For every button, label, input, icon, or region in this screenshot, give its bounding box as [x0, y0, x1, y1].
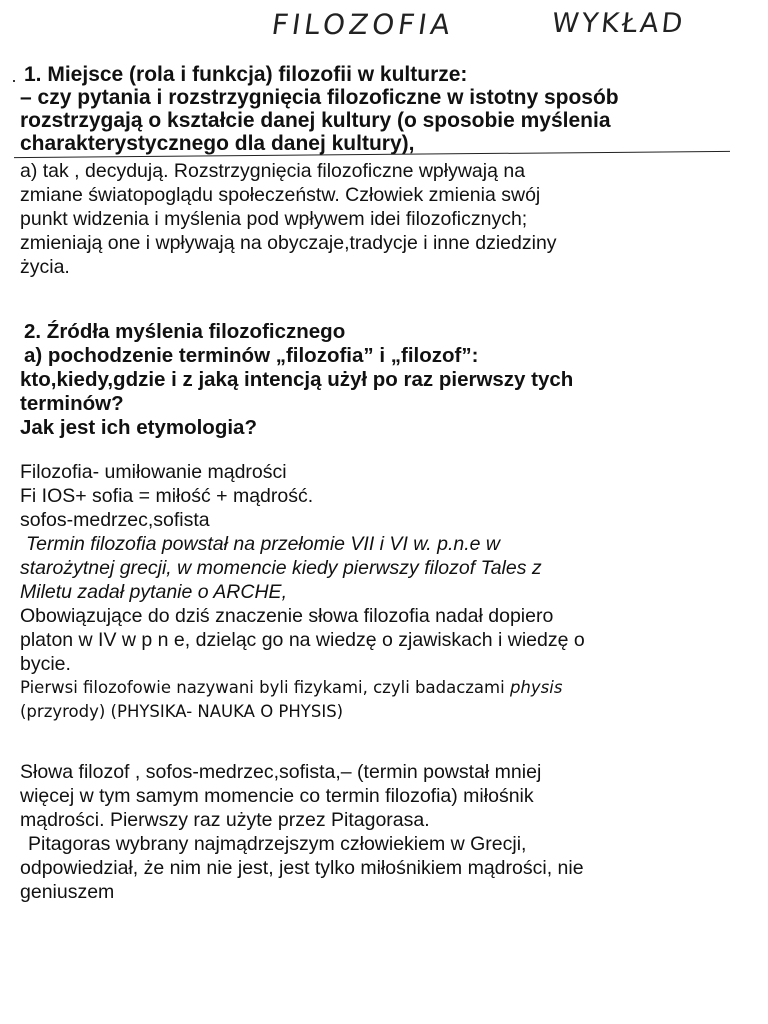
section1-question-line: charakterystycznego dla danej kultury), [20, 132, 415, 155]
section3-line: mądrości. Pierwszy raz użyte przez Pitagorasa. [20, 809, 430, 831]
section2-question-line: terminów? [20, 392, 124, 415]
section1-question [20, 63, 742, 155]
answer-line: życia. [20, 256, 70, 278]
section3-line: Pitagoras wybrany najmądrzejszym człowiekiem w Grecji, [28, 833, 527, 855]
physis-note-line: (przyrody) (PHYSIKA- NAUKA O PHYSIS) [20, 702, 344, 721]
italic-note-line: starożytnej grecji, w momencie kiedy pierwszy filozof Tales z [20, 557, 542, 579]
section1-question-line: – czy pytania i rozstrzygnięcia filozoficzne w istotny sposób [20, 86, 619, 109]
answer-line: punkt widzenia i myślenia pod wpływem idei filozoficznych; [20, 208, 528, 230]
definition-line: Fi IOS+ sofia = miłość + mądrość. [20, 485, 314, 507]
section1-heading: 1. Miejsce (rola i funkcja) filozofii w kulturze: [24, 63, 468, 86]
section1-answer [20, 159, 742, 279]
section3-block [20, 760, 742, 904]
definition-line: sofos-medrzec,sofista [20, 509, 210, 531]
physis-note-line [20, 676, 742, 700]
section3-line: odpowiedział, że nim nie jest, jest tylko miłośnikiem mądrości, nie [20, 857, 584, 879]
definition-line: Filozofia- umiłowanie mądrości [20, 461, 287, 483]
section2-question-line: kto,kiedy,gdzie i z jaką intencją użył po raz pierwszy tych [20, 368, 574, 391]
section2-question-line: Jak jest ich etymologia? [20, 416, 257, 439]
section3-line: Słowa filozof , sofos-medrzec,sofista,– (termin powstał mniej [20, 761, 542, 783]
bullet-dot: · [11, 70, 17, 90]
platon-note-line: Obowiązujące do dziś znaczenie słowa filozofia nadał dopiero [20, 605, 554, 627]
answer-line: a) tak , decydują. Rozstrzygnięcia filozoficzne wpływają na [20, 160, 526, 182]
notes-block [20, 460, 742, 724]
answer-line: zmieniają one i wpływają na obyczaje,tradycje i inne dziedziny [20, 232, 557, 254]
physis-text: Pierwsi filozofowie nazywani byli fizykami, czyli badaczami [20, 678, 510, 697]
physis-italic: physis [509, 678, 563, 697]
section2-heading [20, 320, 742, 440]
section1-question-line: rozstrzygają o kształcie danej kultury (o sposobie myślenia [20, 109, 611, 132]
section3-line: geniuszem [20, 881, 115, 903]
handwritten-title: FILOZOFIA [269, 8, 457, 41]
italic-note-line: Termin filozofia powstał na przełomie VII i VI w. p.n.e w [26, 533, 500, 555]
answer-line: zmiane światopoglądu społeczeństw. Człowiek zmienia swój [20, 184, 541, 206]
section2-subheading: a) pochodzenie terminów „filozofia” i „filozof”: [24, 344, 479, 367]
platon-note-line: bycie. [20, 653, 71, 675]
handwritten-tag: WYKŁAD [550, 8, 687, 39]
section2-title: 2. Źródła myślenia filozoficznego [24, 320, 346, 343]
platon-note-line: platon w IV w p n e, dzieląc go na wiedzę o zjawiskach i wiedzę o [20, 629, 585, 651]
section3-line: więcej w tym samym momencie co termin filozofia) miłośnik [20, 785, 534, 807]
italic-note-line: Miletu zadał pytanie o ARCHE, [20, 581, 287, 603]
